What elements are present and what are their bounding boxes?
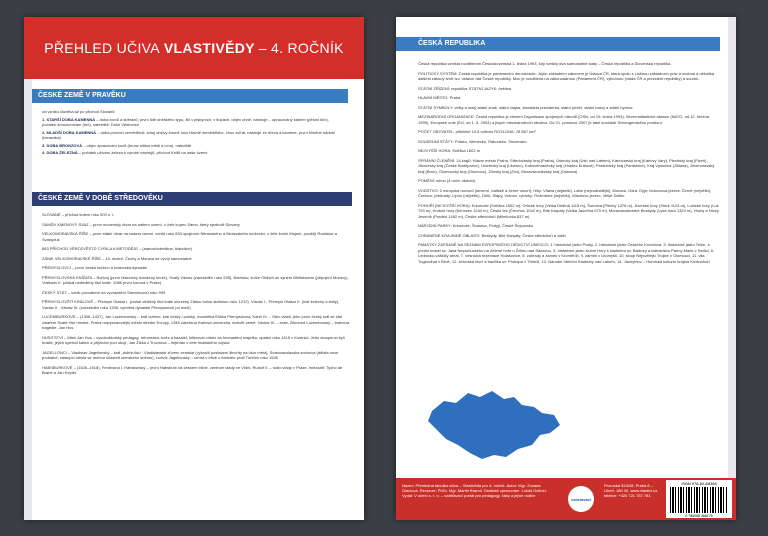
fact-item: STÁTNÍ SYMBOLY: velký a malý státní znak, státní vlajka, standarta prezidenta, státní pečeť, státní barvy a státní hymna: [418, 104, 633, 110]
fact-item: Česká republika vznikla rozdělením Československa 1. ledna 1993, kdy vznikly dva samostatné státy – Česká republika a Slovenská republika.: [418, 61, 672, 66]
title-band: [24, 17, 364, 79]
fact-item: MEZINÁRODNÍ ORGANIZACE: Česká republika je členem Organizace spojených národů (OSN, od 19. ledna 1993), Severoatlantické aliance (NATO, od 12. března 1999), Evropské unie (EU, od 1. 5. 2004) a jiných mezinárodních struktur. Od 21. prosince 2007 je také součástí Schengenského prostoru.: [418, 114, 710, 125]
prehistory-intro: od vzniku člověka až po příchod Slovanů: [42, 109, 115, 114]
middle-ages-item: JAGELLONCI – Vladislav Jagellonský – král „dobře-lidu“, Vladislavské zřízení zemské (vyloučil postavení šlechty na úkor měst), Svatovácslavská smlouva (dělala nové poddané, zástupci měsla se mohou účastnit zemského sněmu), Ludvík Jagellonský – umírá v bitvě u Moháče proti Turkům roku 1526: [42, 349, 339, 360]
fact-item: HLAVNÍ MĚSTO: Praha: [418, 95, 461, 100]
section-title-prehistory: ČESKÉ ZEMĚ V PRAVĚKU: [32, 89, 348, 103]
middle-ages-item: PŘEMYSLOVCI – první česká knížecí a královská dynastie: [42, 265, 147, 270]
middle-ages-item: ČESKÝ STÁT – vznik povzabem od vyvraždění Slavníkovců roku 995: [42, 289, 166, 295]
middle-ages-item: LUCEMBURKOVÉ – (1306–1437), Jan Lucemburský – král cizinec, král český i polský, manželka Eliška Přemyslovna, Karel IV. – Otec vlasti, jeho první český král se stal císařem Svaté říše římské, Praha nejvýznamnější město střední Evropy, 1348 založena Karlova univerzita, nizkvět země, Václav IV. – bratr, Zikmund Lucemburský – bratrova tragédie, Jan Hus: [42, 314, 350, 330]
prehistory-item: [42, 130, 340, 141]
publisher-logo: vzdelavaci: [568, 486, 594, 512]
left-page: [24, 17, 364, 520]
title-bold: VLASTIVĚDY: [163, 40, 255, 56]
fact-item: NEJVYŠŠÍ HORA: Sněžka 1602 m: [418, 148, 481, 153]
middle-ages-item: ZÁNIK VELKOMORAVSKÉ ŘÍŠE – 10. století, Čechy a Morava se vyvíjí samostatně: [42, 255, 192, 261]
prehistory-item-text: – doba lovců a sběračů; první lidé dneškého typu, žili v jeskyních, v tlupách, objev ohně, nástroje – opracovaný kámen (pěstní klín), počátek dorozumívání (řeč), naleziště: Dolní Věstonice: [42, 116, 329, 127]
prehistory-list: [42, 117, 340, 156]
section-prehistory: [32, 89, 348, 156]
prehistory-item-text: – počátek užívání železa k výrobě nástrojů, příchod Keltů na naše území: [78, 150, 208, 155]
fact-item: POČET OBYVATEL: přibližně 10,5 milionu ROZLOHA: 78 867 km²: [418, 129, 536, 134]
middle-ages-item: PŘEMYSLOVŠTÍ KRÁLOVÉ – Přemysl Otakar I. (získal dědičný titul krále stvrzený Zlatou bulou sicilskou roku 1212), Václav I., Přemysl Otakar II. (král železný a zlatý), Václav II., Václav III. (zavražděn roku 1306, vymřela dynastie Přemyslovců po meči): [42, 299, 340, 310]
prehistory-item-text: – doba prvních zemědělců; zdroj obživy kromě lovu hlavně zemědělství, chov zvířat, nástroje ze dřeva a kamene, první hliněné nádobí (keramika): [42, 129, 336, 140]
fact-item: VODSTVO: 2 evropská rozvodí (severní, baltské a černé úmoří); řeky: Vltava (nejdelší), Labe (nejvodnatější), Morava, Odra, Dyje; ledovcová jezera: Černé (největší), Čertovo; přehrady: Lipno (největší), Orlík, Slapy, Vranov; rybníky: Rožmberk (největší), Máchovo jezero, Velké Dářko: [418, 187, 712, 198]
fact-item: PAMÁTKY ZAPSANÉ NA SEZNAM EVROPSKÉHO DĚDICTVÍ UNESCO: 1. historické jádro Prahy, 2. historické jádro Českého Krumlova, 3. historické jádro Telče, 4. poutní kostel sv. Jana Nepomuckého na Zelené hoře u Žďáru nad Sázavou, 5. historické jádro Kutné Hory s kostelem sv. Barbory a katedrálou Panny Marie v Sedlci, 6. Lednicko-valtický areál, 7. vesnická rezervace Holašovice, 8. zahrady a zámek v Kroměříži, 9. zámek v Litomyšli, 10. sloup Nejsvětější Trojice v Olomouci, 11. vila Tugendhat v Brně, 12. židovská čtvrť a bazilika sv. Prokopa v Třebíči, 13. Národní hřebčín Kladruby nad Labem, 14. Jáchymov – Hornická kulturní krajina Krušnohoří: [418, 242, 715, 264]
prehistory-item-head: 2. MLADŠÍ DOBA KAMENNÁ: [42, 129, 97, 135]
right-header: [396, 37, 736, 51]
middle-ages-item: PŘEMYSLOVSKÁ KNÍŽATA – Bořivoj (první historicky doložený kníže), Svatý Václav (zavražděn roku 935), Boleslav, kníže Oldřich se synem Břetislavem (připojení Moravy), Vratislav II. (získal nedědičný titul krále, 1086 první koruna v Praze): [42, 274, 349, 285]
czech-republic-facts: [418, 57, 720, 264]
section-title-czech-republic: ČESKÁ REPUBLIKA: [396, 37, 720, 51]
fact-item: POLITICKÝ SYSTÉM: Česká republika je parlamentní demokracie. Jejím základním zákonem je Ústava ČR, která spolu s Listinou základních práv a svobod a několika dalšími zákony tvoří tzv. ústavní řád České republiky. Moc je rozdělena na zákonodárnou (Parlament ČR), výkonnou (vláda ČR a prezident republiky) a soudní.: [418, 70, 715, 81]
title-suffix: – 4. ROČNÍK: [258, 40, 344, 56]
publisher-address: Proruská 524/28, Praha 8 – Libeň, 180 00, www.vlastivi.cz, telefon: +420 721 757 781: [604, 483, 659, 498]
middle-ages-item: SÁMŮV KMENOVÝ SVAZ – první mocenský útvar na našem území, v čele kupec Sámo, který sjednotil Slovany: [42, 221, 240, 227]
fact-item: CHRÁNĚNÉ KRAJINNÉ OBLASTI: Beskydy, Bílé Karpaty, České středohoří a další: [418, 232, 566, 238]
middle-ages-item: SLOVANÉ – příchod kolem roku 500 n. l.: [42, 212, 115, 217]
fact-item: SOUSEDNÍ STÁTY: Polsko, Německo, Rakousko, Slovensko: [418, 138, 527, 144]
middle-ages-item: 863 PŘÍCHOD VĚROZVĚSTŮ CYRILA A METODĚJE – (staroslověnština, hlaholice): [42, 246, 192, 251]
isbn-text: ISBN 978-80-88368: [681, 481, 717, 486]
fact-item: NÁRODNÍ PARKY: Krkonoše, Šumava, Podyjí, České Švýcarsko: [418, 223, 534, 228]
right-page: [396, 17, 736, 520]
prehistory-item-head: 4. DOBA ŽELEZNÁ: [42, 150, 78, 155]
middle-ages-item: HUSITSTVÍ – Mistr Jan Hus – vysokoškolský pedagog, reformátor, kněz a kazatel, kritizoval církev za hromadění majetku, upálen roku 1415 v Kostnici. Jeho stoupenci byli husité, jejich symbol kalich a přijímání pod obojí, Jan Žižka z Trocnova – hejtman v čele husitského vojska: [42, 334, 345, 345]
footer-credits: Název: Přehledná tabulka učiva – Vlastivěda pro 4. ročník. Autor: Mgr. Zuzana Glaciová. Recenze: PhDr. Mgr. Martin Brandl. Grafické zpracování: Lukáš Dellner. Vydal: V učení s. r. o. – vzdělávací portál pro pedagogy, žáky a jejich rodiče: [402, 483, 547, 498]
fact-item: SPRÁVNÍ ČLENĚNÍ: 14 krajů: Hlavní město Praha, Středočeský kraj (Praha), Ústecký kraj (Ústí nad Labem), Karlovarský kraj (Karlovy Vary), Plzeňský kraj (Plzeň), Jihočeský kraj (České Budějovice), Liberecký kraj (Liberec), Královéhradecký kraj (Hradec Králové), Pardubický kraj (Pardubice), Kraj Vysočina (Jihlava), Jihomoravský kraj (Brno), Olomoucký kraj (Olomouc), Zlínský kraj (Zlín), Moravskoslezský kraj (Ostrava): [418, 157, 715, 174]
czech-republic-map: [422, 383, 564, 465]
fact-item: STÁTNÍ ZŘÍZENÍ: republika STÁTNÍ JAZYK: čeština: [418, 85, 512, 91]
title-prefix: PŘEHLED UČIVA: [44, 40, 160, 56]
prehistory-item-head: 3. DOBA BRONZOVÁ: [42, 142, 83, 148]
prehistory-item: [42, 143, 340, 149]
barcode-bars: [670, 487, 728, 513]
section-middle-ages: [32, 192, 352, 376]
footer: [396, 478, 736, 520]
right-side-stripe: [728, 17, 736, 520]
prehistory-item-text: – objev zpracování kovů (bronz slitina mědi a cínu), naleziště: [83, 142, 192, 148]
barcode-number: 9 788088 368175: [685, 514, 713, 518]
middle-ages-item: HABSBURKOVÉ – (1526–1918), Ferdinand I. Habsburský – první Habsburk na českém trůně, centrum vlády ve Vídni, Rudolf II. – sídlo vlády v Praze, hvězdáři: Tycho de Brahe a Jan Kepler: [42, 364, 343, 375]
middle-ages-item: VELKOMORAVSKÁ ŘÍŠE – první státní útvar na našem území, vznikl roku 833 spojením Nitranského a Moravského knížectví, v čele kníže Mojmír, později Rostislav a Svatopluk: [42, 231, 337, 242]
prehistory-item: [42, 150, 340, 156]
side-stripe: [24, 79, 32, 520]
prehistory-item-head: 1. STARŠÍ DOBA KAMENNÁ: [42, 116, 96, 122]
fact-item: POHOŘÍ (NEJVYŠŠÍ HORA): Krkonoše (Sněžka 1602 m), Orlické hory (Velká Deštná 1115 m), Šumava (Plechý 1378 m), Jizerské hory (Smrk 1124 m), Lužické hory (Luž 793 m), Krušné hory (Klínovec 1244 m), České les (Čerchov 1042 m), Bílé Karpaty (Velká Javořina 970 m), Moravskoslezské Beskydy (Lysá hora 1323 m), Hrubý a Nízký Jeseník (Praděd 1492 m), České středohoří (Milešovka 837 m): [418, 202, 719, 219]
prehistory-item: [42, 117, 340, 128]
middle-ages-list: [42, 212, 352, 376]
fact-item: POMĚNÍ: mimo (4 roční období): [418, 178, 476, 183]
barcode-box: [666, 480, 732, 518]
section-title-middle-ages: ČESKÉ ZEMĚ V DOBĚ STŘEDOVĚKU: [32, 192, 352, 206]
